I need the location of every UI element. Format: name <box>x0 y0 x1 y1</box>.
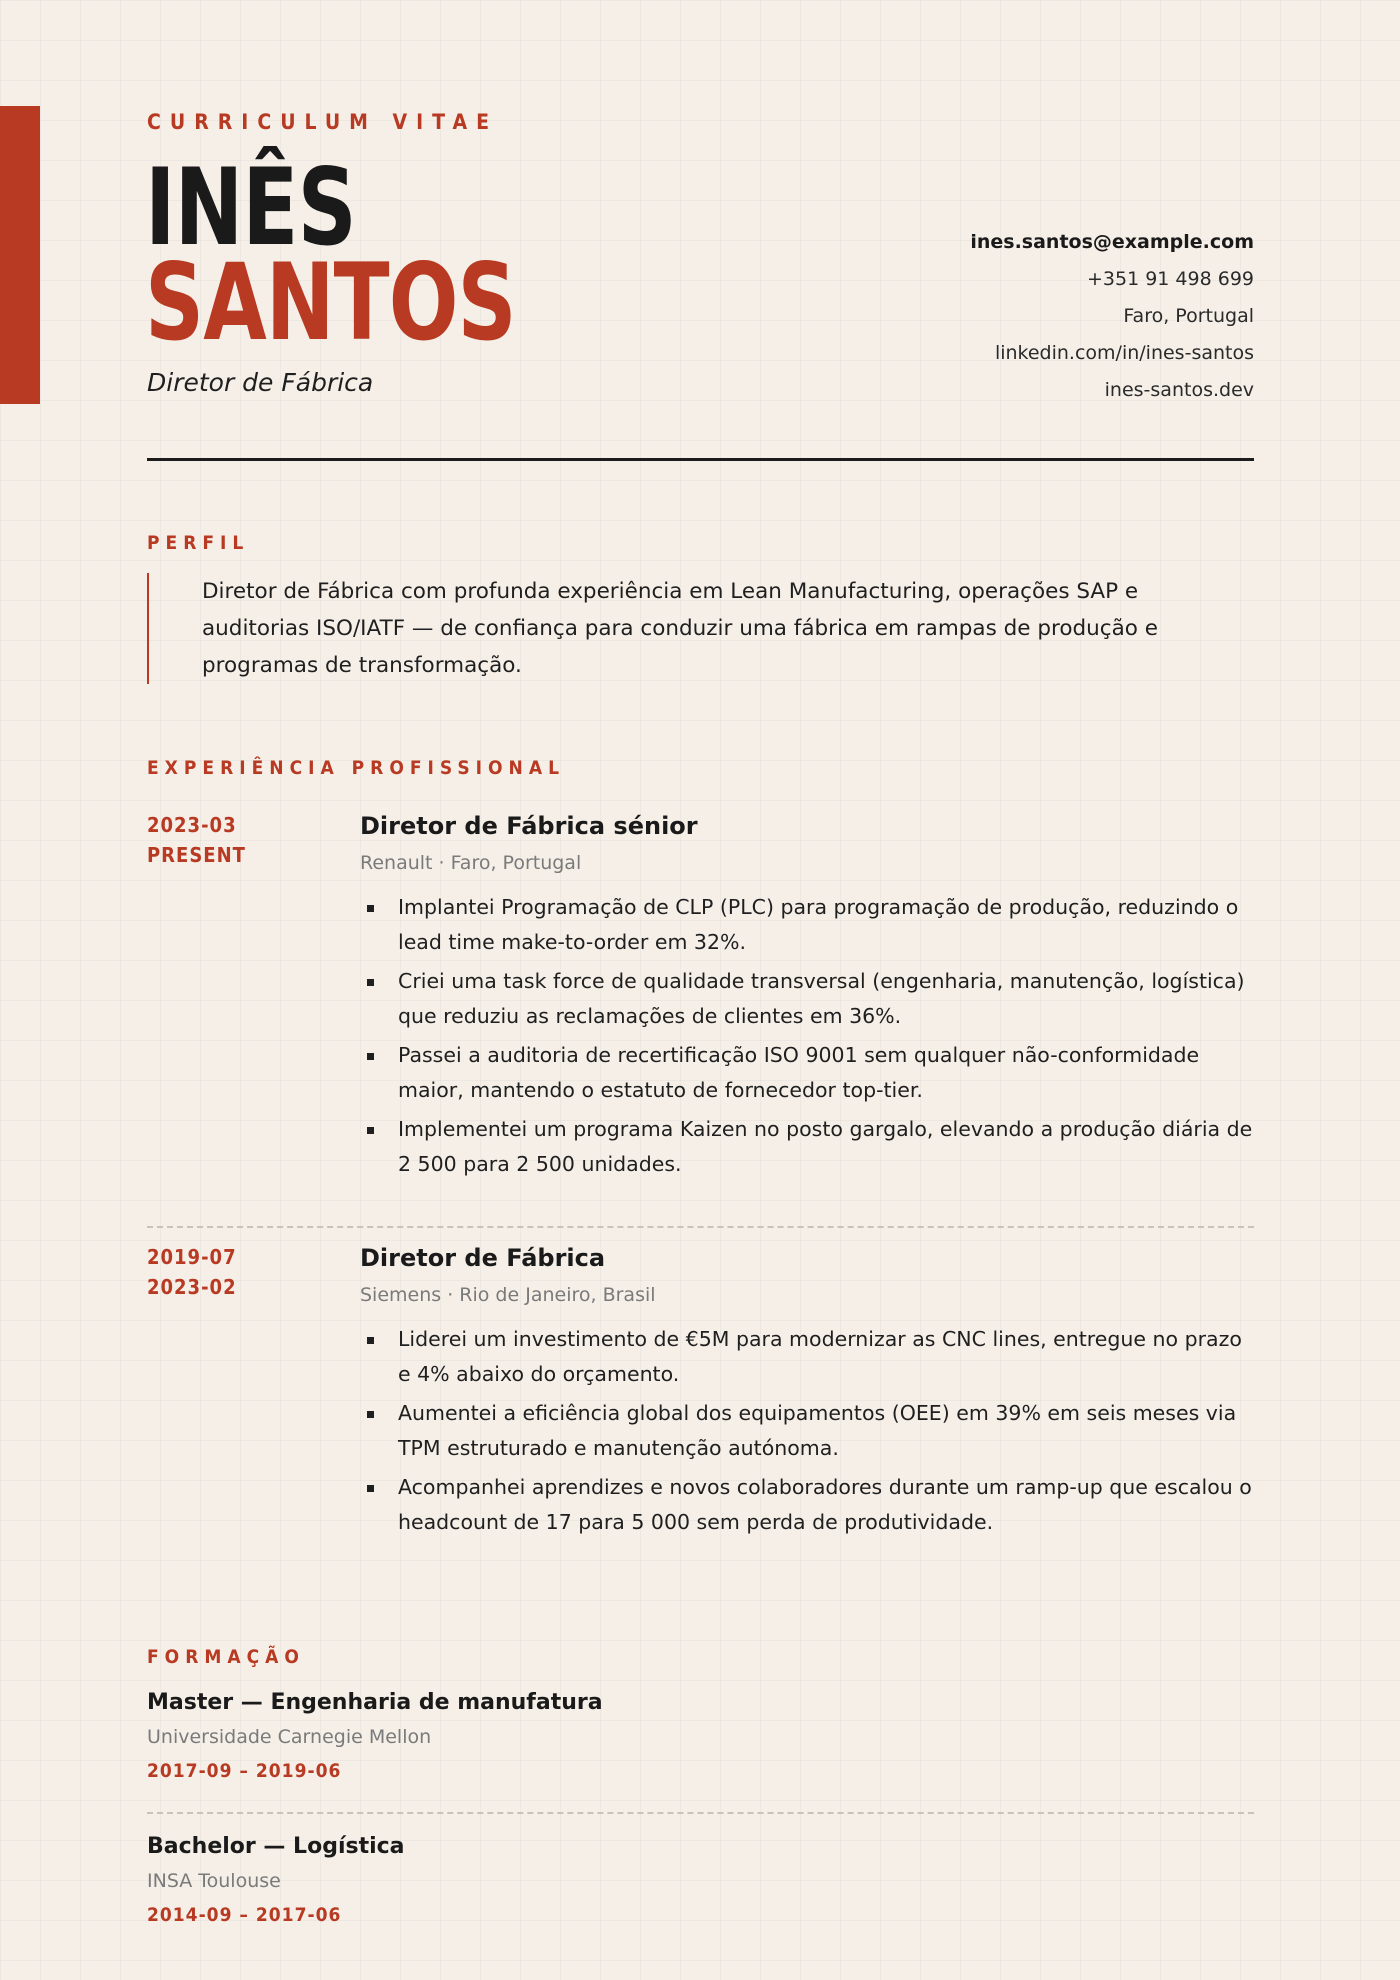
job-dates <box>147 810 246 870</box>
job-bullet: Aumentei a eficiência global dos equipamentos (OEE) em 39% em seis meses via TPM estruturado e manutenção autónoma. <box>360 1396 1254 1466</box>
education-entry <box>147 1688 1254 1784</box>
job-bullet: Liderei um investimento de €5M para modernizar as CNC lines, entregue no prazo e 4% abaixo do orçamento. <box>360 1322 1254 1392</box>
job-bullets <box>360 890 1254 1182</box>
education-dates: 2017-09 – 2019-06 <box>147 1760 342 1782</box>
education-entry <box>147 1832 1254 1928</box>
section-title-education: FORMAÇÃO <box>147 1646 305 1668</box>
job-bullet: Criei uma task force de qualidade transversal (engenharia, manutenção, logística) que reduziu as reclamações de clientes em 36%. <box>360 964 1254 1034</box>
job-title: Diretor de Fábrica sénior <box>360 812 698 840</box>
job-company: Renault · Faro, Portugal <box>360 852 582 874</box>
education-school: Universidade Carnegie Mellon <box>147 1726 432 1748</box>
job-details <box>360 1242 1254 1544</box>
contact-block <box>970 224 1254 409</box>
accent-bar <box>0 106 40 404</box>
job-end-date: PRESENT <box>147 843 246 867</box>
job-dates <box>147 1242 237 1302</box>
job-role: Diretor de Fábrica <box>147 368 374 397</box>
contact-email[interactable]: ines.santos@example.com <box>970 231 1254 253</box>
education-degree: Bachelor — Logística <box>147 1834 405 1859</box>
job-title: Diretor de Fábrica <box>360 1244 606 1272</box>
header-divider <box>147 458 1254 461</box>
education-divider <box>147 1812 1254 1814</box>
job-details <box>360 810 1254 1186</box>
last-name: SANTOS <box>145 241 516 364</box>
education-degree: Master — Engenharia de manufatura <box>147 1690 603 1715</box>
contact-location: Faro, Portugal <box>1123 305 1254 327</box>
education-dates: 2014-09 – 2017-06 <box>147 1904 342 1926</box>
contact-website[interactable]: ines-santos.dev <box>1104 379 1254 401</box>
contact-phone: +351 91 498 699 <box>1086 268 1254 290</box>
first-name: INÊS <box>145 146 356 269</box>
education-school: INSA Toulouse <box>147 1870 281 1892</box>
job-bullet: Implantei Programação de CLP (PLC) para programação de produção, reduzindo o lead time make-to-order em 32%. <box>360 890 1254 960</box>
section-title-profile: PERFIL <box>147 532 250 554</box>
job-company: Siemens · Rio de Janeiro, Brasil <box>360 1284 656 1306</box>
job-end-date: 2023-02 <box>147 1275 237 1299</box>
job-start-date: 2023-03 <box>147 813 237 837</box>
profile-text: Diretor de Fábrica com profunda experiência em Lean Manufacturing, operações SAP e auditorias ISO/IATF — de confiança para conduzir uma fábrica em rampas de produção e programas de transformação. <box>147 573 1197 684</box>
contact-linkedin[interactable]: linkedin.com/in/ines-santos <box>994 342 1254 364</box>
job-bullets <box>360 1322 1254 1540</box>
job-bullet: Implementei um programa Kaizen no posto gargalo, elevando a produção diária de 2 500 para 2 500 unidades. <box>360 1112 1254 1182</box>
job-bullet: Acompanhei aprendizes e novos colaboradores durante um ramp-up que escalou o headcount de 17 para 5 000 sem perda de produtividade. <box>360 1470 1254 1540</box>
job-start-date: 2019-07 <box>147 1245 237 1269</box>
job-divider <box>147 1226 1254 1228</box>
cv-label: CURRICULUM VITAE <box>147 110 498 134</box>
job-bullet: Passei a auditoria de recertificação ISO 9001 sem qualquer não-conformidade maior, mantendo o estatuto de fornecedor top-tier. <box>360 1038 1254 1108</box>
section-title-experience: EXPERIÊNCIA PROFISSIONAL <box>147 757 565 779</box>
